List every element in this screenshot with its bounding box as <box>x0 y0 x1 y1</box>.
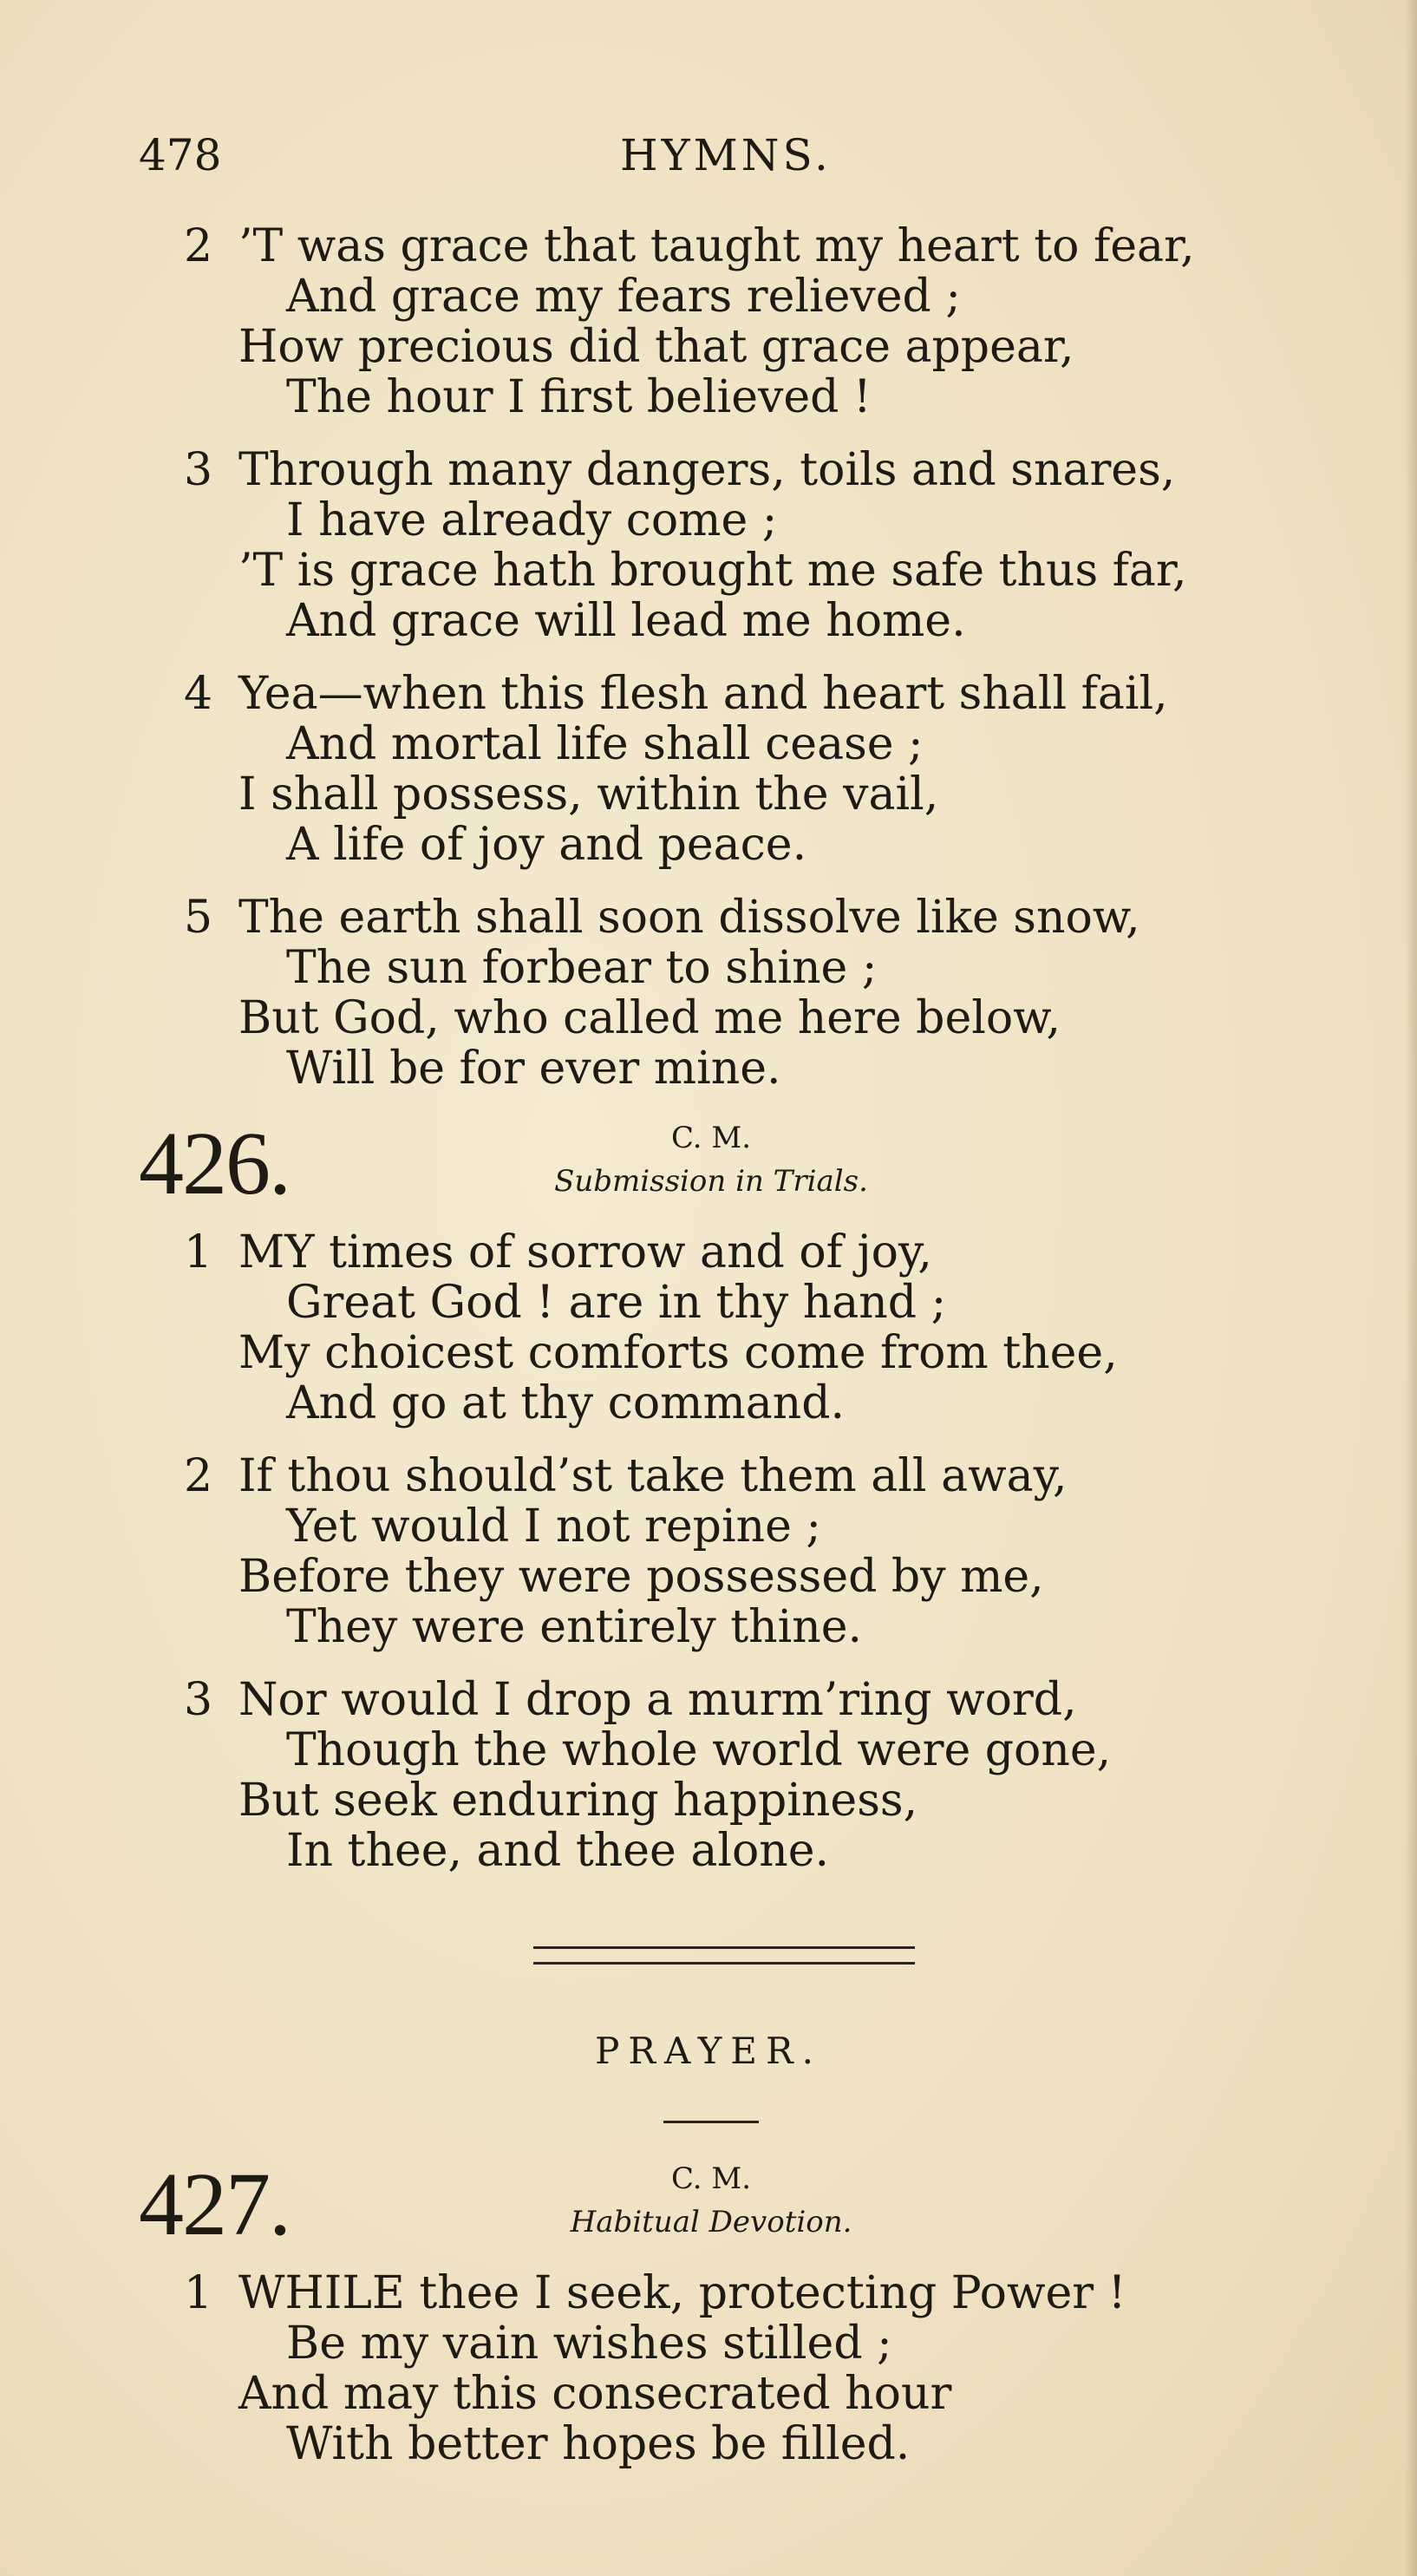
stanza-number: 2 <box>184 220 213 272</box>
hymn-subject: Habitual Devotion. <box>570 2205 852 2239</box>
verse-line: Before they were possessed by me, <box>238 1551 1044 1603</box>
hymn-427-heading <box>0 2154 1417 2255</box>
stanza <box>0 1675 1417 1876</box>
stanza <box>0 221 1417 422</box>
verse-line: Though the whole world were gone, <box>286 1724 1112 1776</box>
verse-line: Be my vain wishes stilled ; <box>286 2318 892 2370</box>
verse-line: The sun forbear to shine ; <box>286 942 878 994</box>
verse-line: I shall possess, within the vail, <box>238 768 939 821</box>
stanza <box>0 2268 1417 2469</box>
stanza-number: 4 <box>184 668 213 720</box>
verse-line: But God, who called me here below, <box>238 992 1061 1044</box>
verse-line: My choicest comforts come from thee, <box>238 1327 1118 1379</box>
verse-line: And go at thy command. <box>286 1377 846 1429</box>
verse-line: I have already come ; <box>286 494 778 546</box>
verse-line: If thou should’st take them all away, <box>238 1450 1068 1502</box>
verse-line: But seek enduring happiness, <box>238 1775 918 1827</box>
verse-line: Yet would I not repine ; <box>286 1500 821 1553</box>
hymn-425-continued <box>0 221 1417 1116</box>
stanza-number: 1 <box>184 1226 213 1278</box>
hymn-subject: Submission in Trials. <box>554 1164 868 1199</box>
hymn-meter: C. M. <box>670 2161 752 2196</box>
stanza <box>0 892 1417 1094</box>
stanza <box>0 1227 1417 1429</box>
hymn-number: 426. <box>139 1114 290 1213</box>
verse-line: And mortal life shall cease ; <box>286 718 924 770</box>
running-head: HYMNS. <box>620 130 832 180</box>
verse-line: The hour I first believed ! <box>286 371 872 423</box>
verse-line: Nor would I drop a murm’ring word, <box>238 1674 1077 1726</box>
verse-line: MY times of sorrow and of joy, <box>238 1226 932 1278</box>
verse-line: WHILE thee I seek, protecting Power ! <box>238 2267 1126 2319</box>
verse-line: They were entirely thine. <box>286 1601 863 1653</box>
hymn-number: 427. <box>139 2154 290 2254</box>
stanza-number: 2 <box>184 1450 213 1502</box>
hymn-426 <box>0 1227 1417 1899</box>
stanza-number: 5 <box>184 892 213 944</box>
verse-line: ’T is grace hath brought me safe thus far, <box>238 545 1187 597</box>
verse-line: How precious did that grace appear, <box>238 321 1074 373</box>
verse-line: And grace will lead me home. <box>286 595 966 647</box>
section-divider-rule <box>533 1946 915 1949</box>
verse-line: With better hopes be filled. <box>286 2418 911 2470</box>
verse-line: And grace my fears relieved ; <box>286 271 961 323</box>
verse-line: Great God ! are in thy hand ; <box>286 1277 947 1329</box>
page-header <box>139 130 1223 191</box>
verse-line: The earth shall soon dissolve like snow, <box>238 892 1140 944</box>
section-divider-rule <box>533 1962 915 1965</box>
section-title-underline <box>663 2121 759 2123</box>
hymn-426-heading <box>0 1114 1417 1214</box>
verse-line: Through many dangers, toils and snares, <box>238 444 1176 496</box>
verse-line: ’T was grace that taught my heart to fear, <box>238 220 1195 272</box>
section-title: PRAYER. <box>595 2030 822 2072</box>
hymn-427 <box>0 2268 1417 2492</box>
hymn-meter: C. M. <box>670 1121 752 1155</box>
verse-line: In thee, and thee alone. <box>286 1825 830 1877</box>
stanza-number: 3 <box>184 444 213 496</box>
verse-line: A life of joy and peace. <box>286 819 807 871</box>
stanza <box>0 1451 1417 1652</box>
page-number: 478 <box>139 130 222 180</box>
stanza <box>0 669 1417 870</box>
verse-line: And may this consecrated hour <box>238 2368 952 2420</box>
stanza-number: 3 <box>184 1674 213 1726</box>
stanza <box>0 445 1417 646</box>
verse-line: Yea—when this flesh and heart shall fail, <box>238 668 1168 720</box>
verse-line: Will be for ever mine. <box>286 1043 781 1095</box>
stanza-number: 1 <box>184 2267 213 2319</box>
